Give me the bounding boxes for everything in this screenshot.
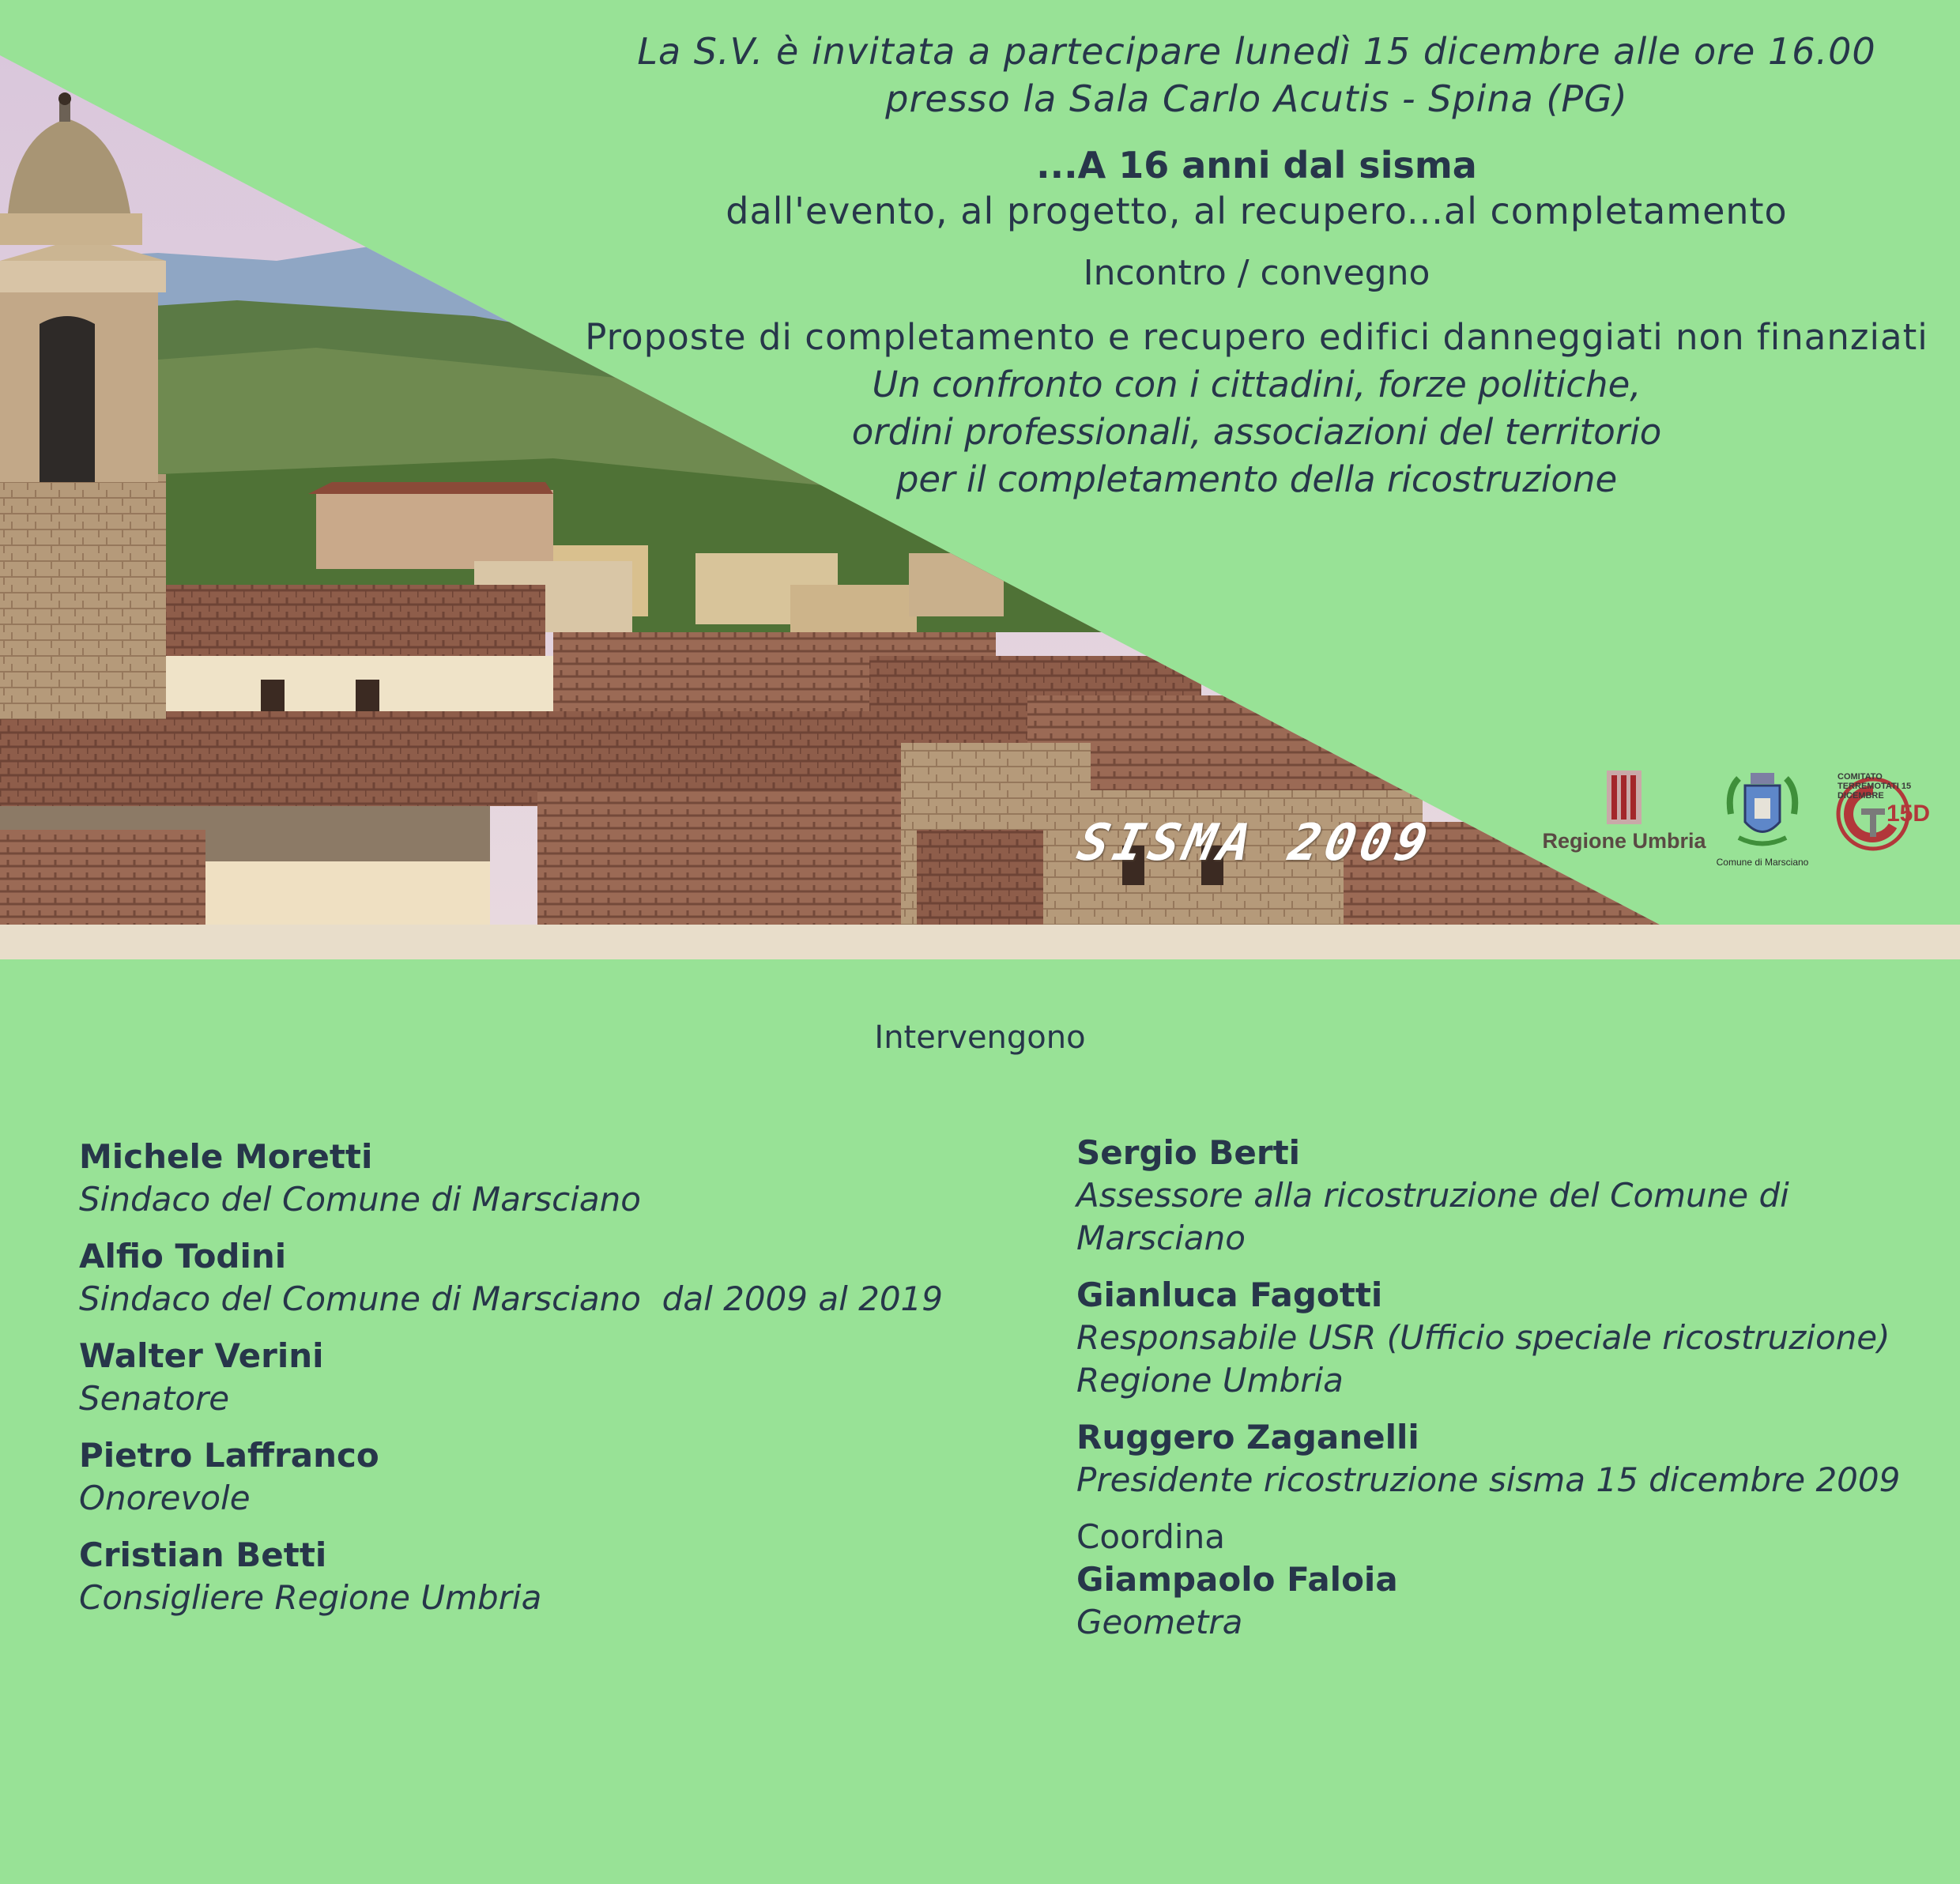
speaker-role-line-2: Regione Umbria	[1076, 1361, 1344, 1400]
speaker-role: Assessore alla ricostruzione del Comune di Marsciano	[1076, 1176, 1789, 1257]
comune-crest-icon	[1723, 767, 1802, 853]
speaker-name: Sergio Berti	[1076, 1133, 1301, 1172]
speaker-name: Pietro Laffranco	[79, 1436, 379, 1475]
moderator-role: Geometra	[1076, 1603, 1243, 1641]
moderator-label: Coordina	[1076, 1517, 1225, 1556]
subheadline: dall'evento, al progetto, al recupero...al completamento	[726, 190, 1788, 232]
speaker-name: Alfio Todini	[79, 1237, 287, 1275]
comitato-ring-text: COMITATO TERREMOTATI 15 DICEMBRE	[1838, 772, 1912, 801]
speaker-entry	[1076, 1274, 1946, 1402]
event-type: Incontro / convegno	[1083, 253, 1430, 293]
speaker-role: Responsabile USR (Ufficio speciale ricostruzione)	[1076, 1318, 1890, 1357]
speaker-entry	[79, 1434, 1059, 1520]
speaker-entry	[79, 1136, 1059, 1221]
speakers-heading: Intervengono	[874, 1019, 1086, 1056]
speaker-name: Gianluca Fagotti	[1076, 1275, 1383, 1314]
speakers-right-column	[1076, 1132, 1946, 1658]
speaker-name: Ruggero Zaganelli	[1076, 1418, 1419, 1456]
regione-umbria-logo: Regione Umbria	[1541, 771, 1707, 853]
speaker-entry	[1076, 1416, 1946, 1502]
moderator-entry	[1076, 1516, 1946, 1644]
regione-umbria-emblem-icon	[1607, 771, 1642, 824]
description-line-1: Un confronto con i cittadini, forze politiche,	[872, 364, 1642, 405]
speaker-name: Walter Verini	[79, 1336, 324, 1375]
sisma-2009-caption: SISMA 2009	[1072, 814, 1438, 872]
speaker-entry	[79, 1335, 1059, 1420]
description-line-2: ordini professionali, associazioni del territorio	[851, 411, 1662, 453]
headline: ...A 16 anni dal sisma	[1036, 144, 1477, 187]
speaker-role: Sindaco del Comune di Marsciano	[79, 1180, 641, 1219]
invitation-line-1: La S.V. è invitata a partecipare lunedì 15 dicembre alle ore 16.00	[637, 30, 1876, 73]
speaker-name: Michele Moretti	[79, 1137, 373, 1176]
topic: Proposte di completamento e recupero edifici danneggiati non finanziati	[585, 316, 1928, 358]
speaker-entry	[79, 1235, 1059, 1321]
speaker-name: Cristian Betti	[79, 1535, 327, 1574]
comitato-15d-logo	[1830, 771, 1940, 865]
comitato-15d-text: 15D	[1886, 801, 1931, 827]
speaker-role: Sindaco del Comune di Marsciano dal 2009 al 2019	[79, 1279, 943, 1318]
description-line-3: per il completamento della ricostruzione	[895, 458, 1618, 500]
speakers-left-column	[79, 1136, 1059, 1633]
speaker-role: Consigliere Regione Umbria	[79, 1578, 542, 1617]
invitation-line-2: presso la Sala Carlo Acutis - Spina (PG)	[885, 77, 1628, 120]
moderator-name: Giampaolo Faloia	[1076, 1560, 1398, 1599]
comune-marsciano-logo: Comune di Marsciano	[1707, 767, 1818, 868]
divider-band	[0, 925, 1960, 959]
speaker-entry	[79, 1534, 1059, 1619]
speaker-role: Onorevole	[79, 1479, 251, 1517]
speaker-entry	[1076, 1132, 1946, 1260]
speaker-role: Presidente ricostruzione sisma 15 dicembre 2009	[1076, 1460, 1901, 1499]
speaker-role: Senatore	[79, 1379, 230, 1418]
